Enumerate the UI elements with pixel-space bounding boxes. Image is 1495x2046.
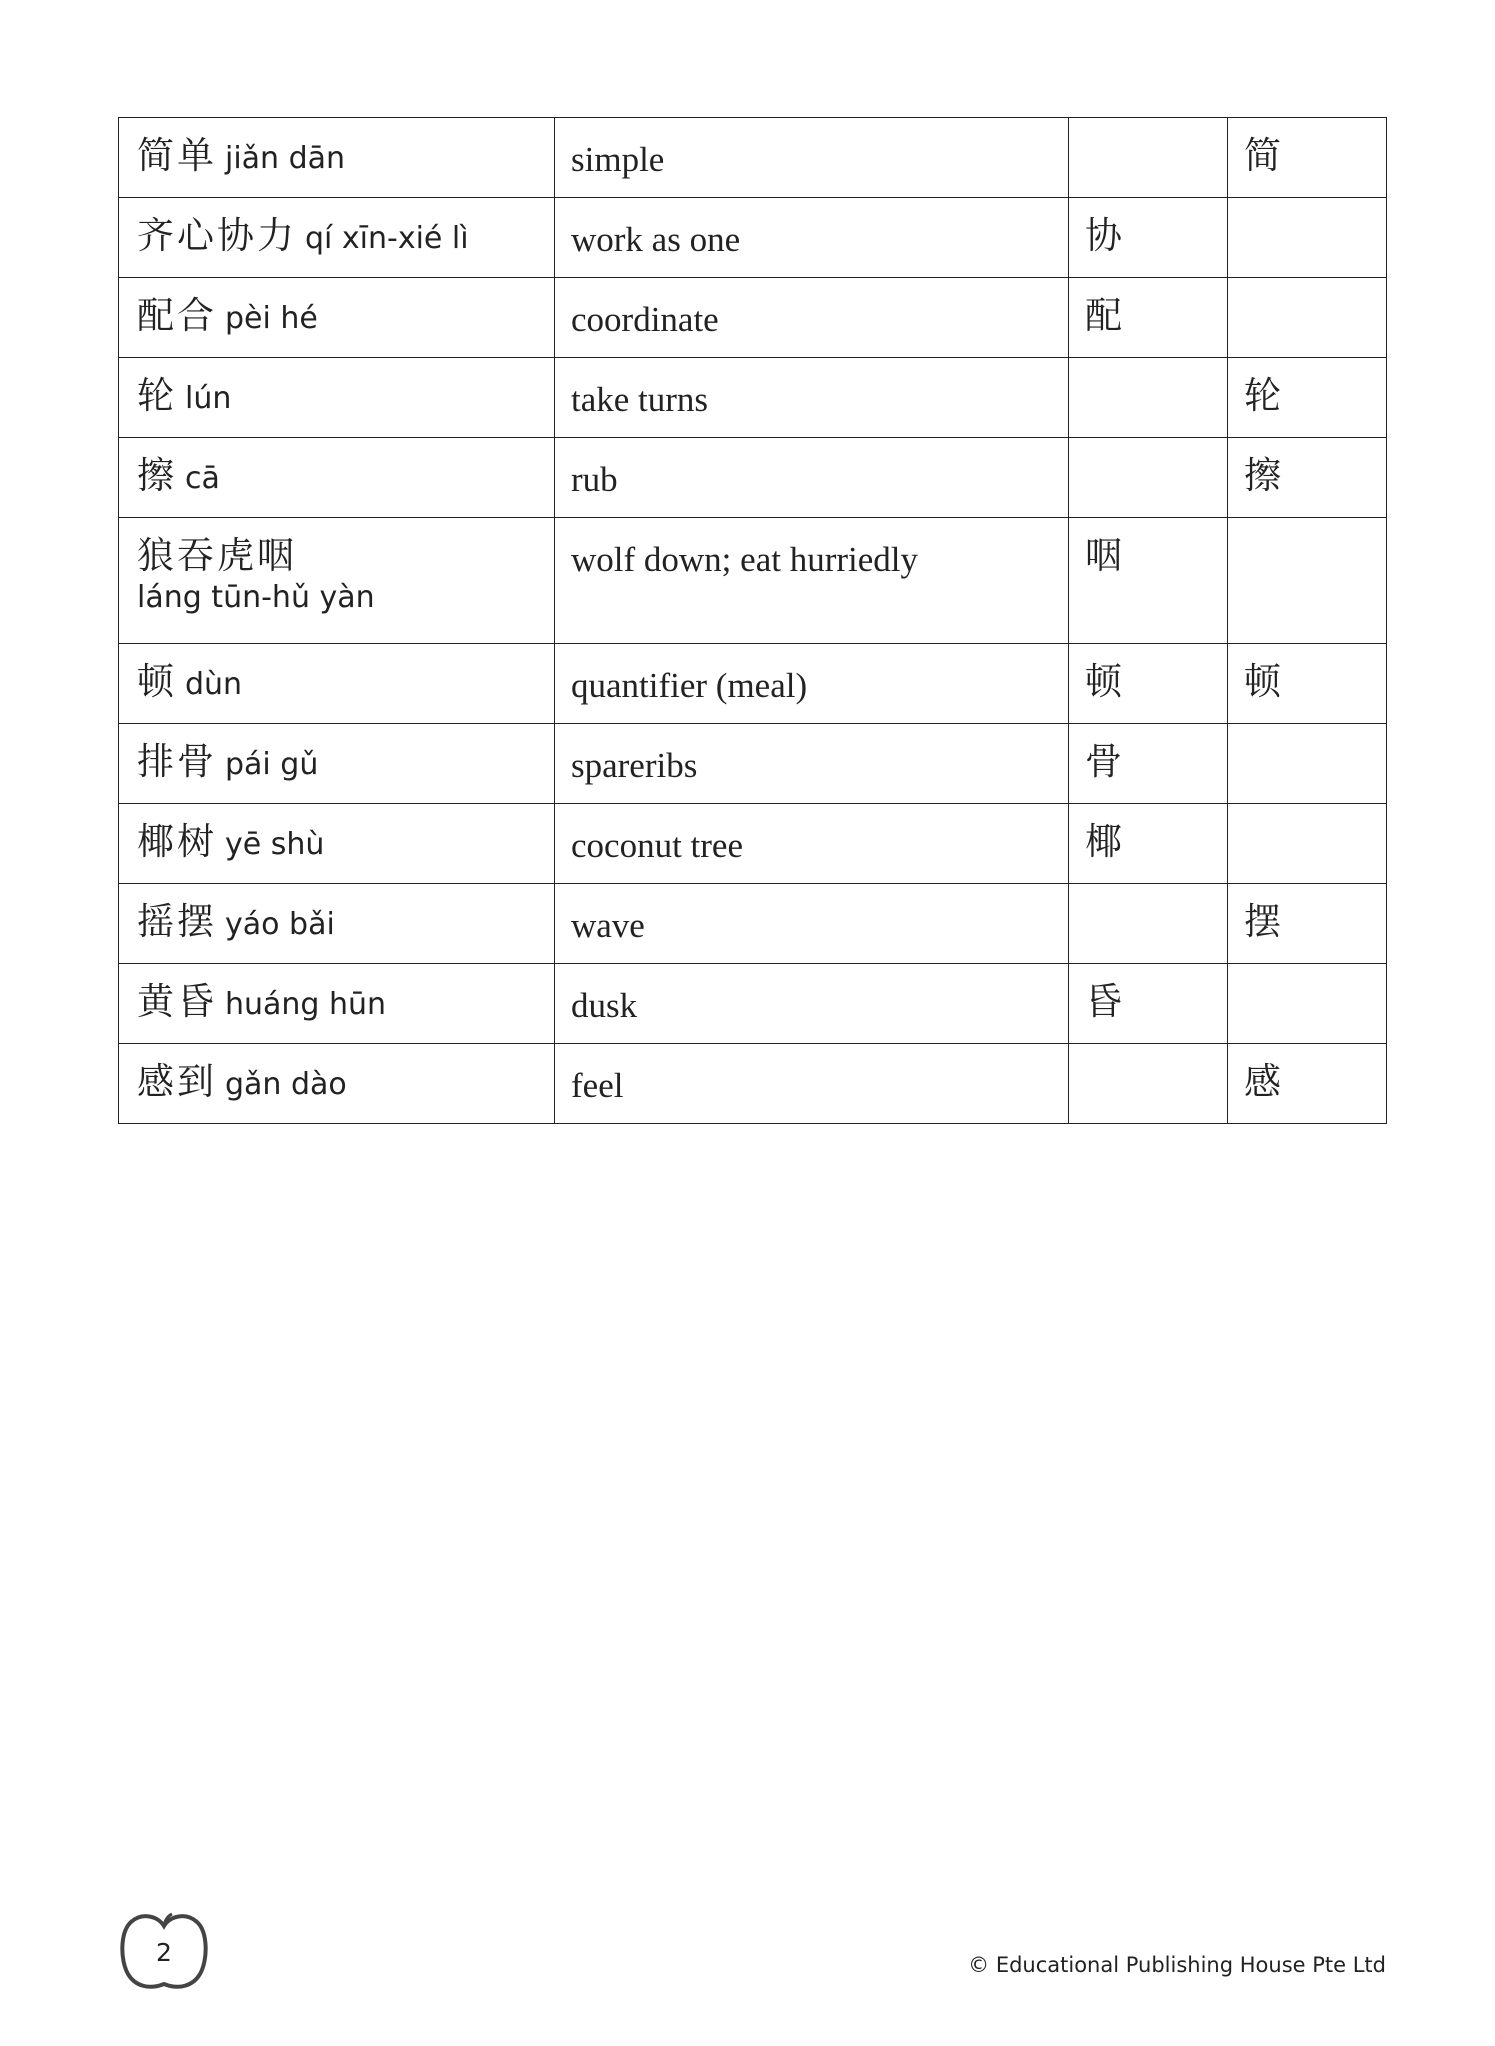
word-cell <box>119 644 555 724</box>
word-cell <box>119 518 555 644</box>
recognise-char-cell <box>1069 1044 1228 1124</box>
recognise-char-cell: 顿 <box>1069 644 1228 724</box>
write-char-cell: 顿 <box>1228 644 1387 724</box>
vocabulary-table <box>118 117 1387 1124</box>
recognise-char-cell: 咽 <box>1069 518 1228 644</box>
recognise-char-cell: 椰 <box>1069 804 1228 884</box>
table-row <box>119 1044 1387 1124</box>
pinyin: jiǎn dān <box>225 141 346 176</box>
hanzi-word: 排骨 <box>137 740 217 783</box>
word-cell <box>119 198 555 278</box>
hanzi-word: 感到 <box>137 1060 217 1103</box>
write-char-cell <box>1228 964 1387 1044</box>
write-char-cell <box>1228 198 1387 278</box>
write-char-cell: 感 <box>1228 1044 1387 1124</box>
recognise-char-cell <box>1069 438 1228 518</box>
pinyin: dùn <box>185 667 243 702</box>
word-cell <box>119 724 555 804</box>
pinyin: cā <box>185 461 220 496</box>
hanzi-word: 椰树 <box>137 820 217 863</box>
word-cell <box>119 804 555 884</box>
table-row <box>119 358 1387 438</box>
meaning-cell: take turns <box>555 358 1069 438</box>
write-char-cell <box>1228 278 1387 358</box>
recognise-char-cell <box>1069 118 1228 198</box>
pinyin: pèi hé <box>225 301 318 336</box>
table-row <box>119 964 1387 1044</box>
recognise-char-cell: 昏 <box>1069 964 1228 1044</box>
word-cell <box>119 358 555 438</box>
table-row <box>119 804 1387 884</box>
copyright-notice: © Educational Publishing House Pte Ltd <box>968 1953 1386 1977</box>
write-char-cell: 擦 <box>1228 438 1387 518</box>
hanzi-word: 摇摆 <box>137 900 217 943</box>
meaning-cell: quantifier (meal) <box>555 644 1069 724</box>
recognise-char-cell: 配 <box>1069 278 1228 358</box>
table-row <box>119 884 1387 964</box>
table-row <box>119 118 1387 198</box>
write-char-cell: 摆 <box>1228 884 1387 964</box>
hanzi-word: 狼吞虎咽 <box>137 534 297 577</box>
pinyin: gǎn dào <box>225 1067 347 1102</box>
write-char-cell <box>1228 518 1387 644</box>
pinyin: yē shù <box>225 827 325 862</box>
table-row <box>119 724 1387 804</box>
pinyin: láng tūn-hǔ yàn <box>137 580 375 615</box>
write-char-cell <box>1228 804 1387 884</box>
page-number: 2 <box>156 1938 172 1967</box>
meaning-cell: simple <box>555 118 1069 198</box>
pinyin: lún <box>185 381 232 416</box>
write-char-cell: 简 <box>1228 118 1387 198</box>
table-row <box>119 438 1387 518</box>
hanzi-word: 擦 <box>137 454 177 497</box>
meaning-cell: wave <box>555 884 1069 964</box>
meaning-cell: feel <box>555 1044 1069 1124</box>
pinyin: yáo bǎi <box>225 907 335 942</box>
page-number-badge <box>118 1912 210 1990</box>
meaning-cell: rub <box>555 438 1069 518</box>
table-row <box>119 644 1387 724</box>
word-cell <box>119 438 555 518</box>
hanzi-word: 简单 <box>137 134 217 177</box>
word-cell <box>119 118 555 198</box>
pinyin: qí xīn-xié lì <box>305 221 469 256</box>
pinyin: pái gǔ <box>225 747 319 782</box>
meaning-cell: wolf down; eat hurriedly <box>555 518 1069 644</box>
word-cell <box>119 964 555 1044</box>
recognise-char-cell: 协 <box>1069 198 1228 278</box>
recognise-char-cell <box>1069 358 1228 438</box>
table-row <box>119 518 1387 644</box>
word-cell <box>119 1044 555 1124</box>
meaning-cell: dusk <box>555 964 1069 1044</box>
meaning-cell: work as one <box>555 198 1069 278</box>
word-cell <box>119 278 555 358</box>
write-char-cell <box>1228 724 1387 804</box>
hanzi-word: 黄昏 <box>137 980 217 1023</box>
hanzi-word: 齐心协力 <box>137 214 297 257</box>
hanzi-word: 顿 <box>137 660 177 703</box>
table-row <box>119 278 1387 358</box>
pinyin: huáng hūn <box>225 987 387 1022</box>
word-cell <box>119 884 555 964</box>
hanzi-word: 配合 <box>137 294 217 337</box>
hanzi-word: 轮 <box>137 374 177 417</box>
recognise-char-cell <box>1069 884 1228 964</box>
table-row <box>119 198 1387 278</box>
meaning-cell: coconut tree <box>555 804 1069 884</box>
meaning-cell: spareribs <box>555 724 1069 804</box>
recognise-char-cell: 骨 <box>1069 724 1228 804</box>
meaning-cell: coordinate <box>555 278 1069 358</box>
write-char-cell: 轮 <box>1228 358 1387 438</box>
